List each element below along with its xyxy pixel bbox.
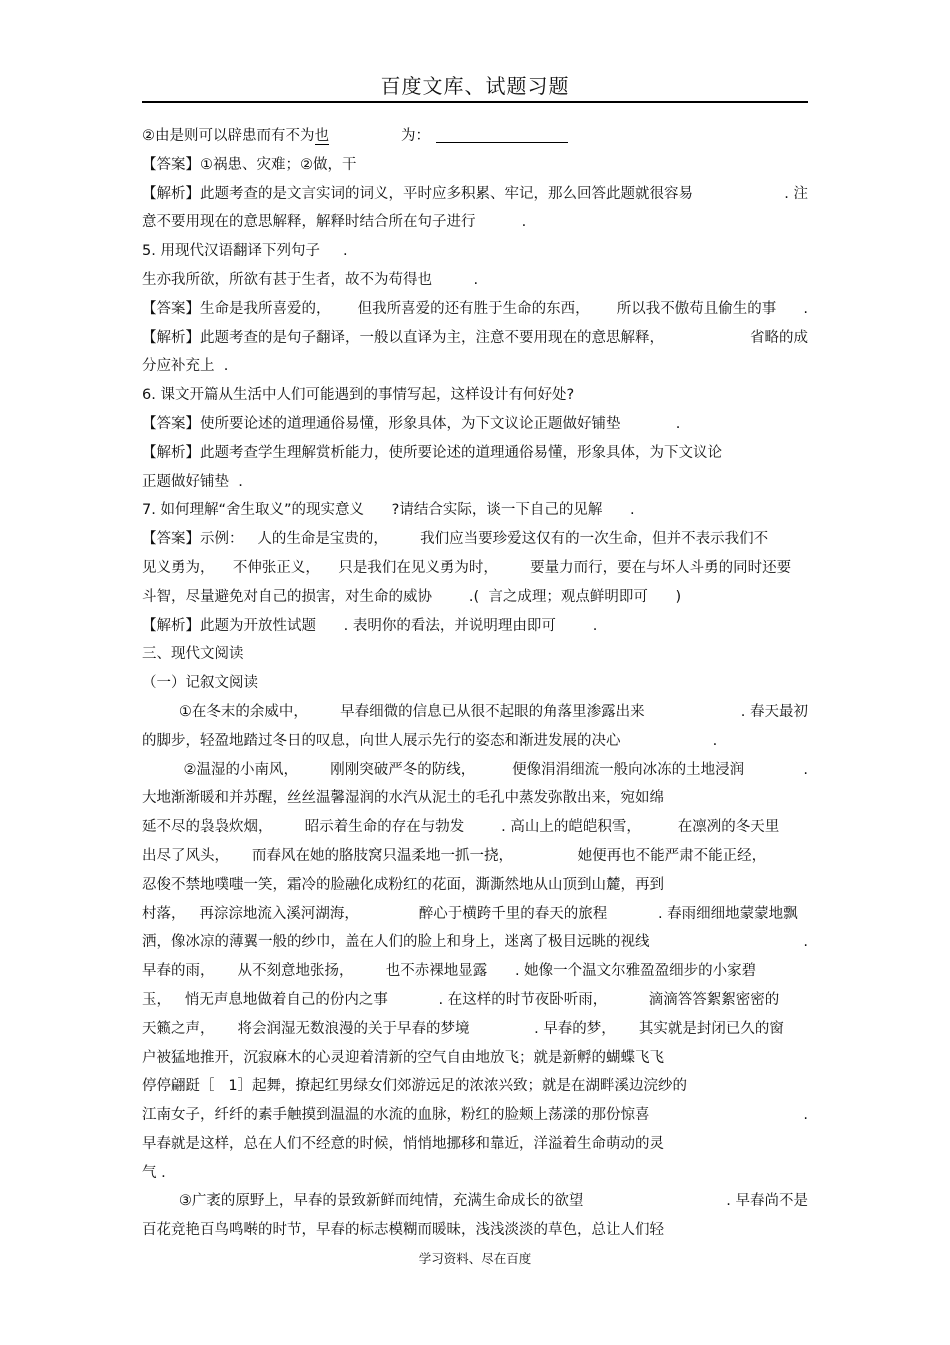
text-line-q5-answer	[142, 295, 808, 324]
text-segment: 5. 用现代汉语翻译下列句子 .	[142, 243, 348, 260]
text-segment: 三、现代文阅读	[142, 646, 244, 663]
text-line-q4-answer	[142, 151, 808, 180]
text-segment: 【答案】使所要论述的道理通俗易懂，形象具体，为下文议论正题做好铺垫 .	[142, 415, 681, 432]
page-footer: 学习资料、尽在百度	[418, 1251, 532, 1266]
text-segment: 斗智，尽量避免对自己的损害，对生命的威协 .( 言之成理；观点鲜明即可 )	[142, 588, 682, 605]
text-segment: 玉， 悄无声息地做着自己的份内之事 . 在这样的时节夜卧听雨， 滴滴答答絮絮密密的	[142, 991, 780, 1008]
text-line-p2-3	[142, 813, 808, 842]
text-segment: 意不要用现在的意思解释，解释时结合所在句子进行 .	[142, 214, 527, 231]
text-line-q5	[142, 237, 808, 266]
text-line-p2-9	[142, 986, 808, 1015]
text-line-q4-analysis-1	[142, 180, 808, 209]
text-line-p3-1	[142, 1187, 808, 1216]
text-segment: 气 .	[142, 1164, 166, 1181]
text-segment: 天籁之声， 将会润湿无数浪漫的关于早春的梦境 . 早春的梦， 其实就是封闭已久的窗	[142, 1020, 784, 1037]
text-segment: 6. 课文开篇从生活中人们可能遇到的事情写起，这样设计有何好处?	[142, 387, 575, 404]
text-line-p2-1	[142, 756, 808, 785]
text-segment: 出尽了风头， 而春风在她的胳肢窝只温柔地一抓一挠， 她便再也不能严肃不能正经，	[142, 847, 767, 864]
text-line-p2-12	[142, 1072, 808, 1101]
q4-line-2-text: ②由是则可以辟患而有不为	[142, 128, 315, 144]
text-segment: （一）记叙文阅读	[142, 675, 258, 692]
text-segment: 洒，像冰凉的薄翼一般的纱巾，盖在人们的脸上和身上，迷离了极目远眺的视线	[142, 934, 650, 951]
text-segment: 【答案】示例： 人的生命是宝贵的， 我们应当要珍爱这仅有的一次生命，但并不表示我们不	[142, 531, 769, 548]
text-line-p2-6	[142, 900, 808, 929]
text-segment: 户被猛地推开，沉寂麻木的心灵迎着清新的空气自由地放飞；就是新孵的蝴蝶飞飞	[142, 1049, 664, 1066]
text-segment: 早春就是这样，总在人们不经意的时候，悄悄地挪移和靠近，洋溢着生命萌动的灵	[142, 1135, 664, 1152]
text-segment: ①在冬末的余威中， 早春细微的信息已从很不起眼的角落里渗露出来	[142, 703, 645, 720]
text-segment: .	[803, 934, 808, 951]
text-line-p2-2	[142, 784, 808, 813]
text-line-q7-analysis	[142, 612, 808, 641]
text-line-q6	[142, 381, 808, 410]
text-segment: ②温湿的小南风， 刚刚突破严冬的防线， 便像涓涓细流一般向冰冻的土地浸润	[142, 761, 745, 778]
text-segment: . 春天最初	[740, 703, 808, 720]
text-segment: 【解析】此题考查的是文言实词的词义，平时应多积累、牢记，那么回答此题就很容易	[142, 185, 693, 202]
text-line-q5-analysis-1	[142, 324, 808, 353]
text-line-p2-14	[142, 1130, 808, 1159]
text-line-q7-answer-2	[142, 554, 808, 583]
text-segment: 生亦我所欲，所欲有甚于生者，故不为苟得也 .	[142, 271, 479, 288]
text-line-p2-5	[142, 871, 808, 900]
text-line-p3-2	[142, 1216, 808, 1245]
text-segment: . 早春尚不是	[726, 1193, 808, 1210]
text-line-p2-11	[142, 1044, 808, 1073]
text-line-p2-13	[142, 1101, 808, 1130]
q4-line-2	[142, 122, 808, 151]
text-line-q6-answer	[142, 410, 808, 439]
text-segment: ③广袤的原野上，早春的景致新鲜而纯情，充满生命成长的欲望	[142, 1193, 584, 1210]
text-segment: 【答案】生命是我所喜爱的，	[142, 300, 331, 317]
text-line-q6-analysis-1	[142, 439, 808, 468]
text-segment: 早春的雨， 从不刻意地张扬， 也不赤裸地显露 . 她像一个温文尔雅盈盈细步的小家碧	[142, 963, 757, 980]
text-line-q5-sentence	[142, 266, 808, 295]
text-segment: 江南女子，纤纤的素手触摸到温温的水流的血脉，粉红的脸颊上荡漾的那份惊喜	[142, 1107, 650, 1124]
q4-underlined-word: 也	[314, 128, 329, 144]
text-line-q5-analysis-2	[142, 352, 808, 381]
text-segment: .	[803, 761, 808, 778]
text-line-q7-answer-3	[142, 583, 808, 612]
text-line-q6-analysis-2	[142, 468, 808, 497]
text-line-subsection-1	[142, 669, 808, 698]
text-line-section-3	[142, 640, 808, 669]
text-line-q7	[142, 496, 808, 525]
answer-blank	[436, 125, 568, 143]
text-segment: 但我所喜爱的还有胜于生命的东西，	[357, 300, 590, 317]
text-segment: 百花竞艳百鸟鸣啭的时节，早春的标志模糊而暖昧，浅浅淡淡的草色，总让人们轻	[142, 1222, 664, 1239]
text-segment: 【解析】此题考查的是句子翻译，一般以直译为主，注意不要用现在的意思解释，	[142, 329, 664, 346]
text-line-p2-4	[142, 842, 808, 871]
text-segment: 村落， 再淙淙地流入溪河湖海， 醉心于横跨千里的春天的旅程 . 春雨细细地蒙蒙地飘	[142, 905, 798, 922]
text-line-q7-answer-1	[142, 525, 808, 554]
text-segment: 【解析】此题考查学生理解赏析能力，使所要论述的道理通俗易懂，形象具体，为下文议论	[142, 444, 722, 461]
text-segment: 的脚步，轻盈地踏过冬日的叹息，向世人展示先行的姿态和渐进发展的决心 .	[142, 732, 718, 749]
text-segment: 分应补充上 .	[142, 358, 229, 375]
document-body	[142, 122, 808, 1245]
text-line-p2-10	[142, 1015, 808, 1044]
text-line-p2-15	[142, 1159, 808, 1188]
text-segment: 忍俊不禁地噗嗤一笑，霜冷的脸融化成粉红的花面，澌澌然地从山顶到山麓，再到	[142, 876, 664, 893]
text-line-p1-1	[142, 698, 808, 727]
text-segment: 【解析】此题为开放性试题 . 表明你的看法，并说明理由即可 .	[142, 617, 598, 634]
text-line-q4-analysis-2	[142, 208, 808, 237]
text-segment: 大地渐渐暖和并苏醒，丝丝温馨湿润的水汽从泥土的毛孔中蒸发弥散出来，宛如绵	[142, 790, 664, 807]
text-segment: . 注	[784, 185, 808, 202]
page-header-title: 百度文库、试题习题	[380, 74, 570, 98]
text-segment: .	[803, 1107, 808, 1124]
text-segment: 延不尽的袅袅炊烟， 昭示着生命的存在与勃发 . 高山上的皑皑积雪， 在凛冽的冬天里	[142, 819, 780, 836]
q4-line-2-suffix: 为：	[401, 128, 430, 144]
text-segment: 所以我不傲苟且偷生的事	[616, 300, 777, 317]
text-line-p2-8	[142, 957, 808, 986]
header-divider	[142, 101, 808, 103]
text-segment: 省略的成	[750, 329, 808, 346]
text-segment: 见义勇为， 不伸张正义， 只是我们在见义勇为时， 要量力而行，要在与坏人斗勇的同时还要	[142, 559, 792, 576]
text-segment: 停停翩跹［ 1］起舞，撩起红男绿女们郊游远足的浓浓兴致；就是在湖畔溪边浣纱的	[142, 1078, 688, 1095]
text-segment: 7. 如何理解“舍生取义”的现实意义 ?请结合实际，谈一下自己的见解 .	[142, 502, 635, 519]
text-line-p2-7	[142, 928, 808, 957]
text-segment: .	[803, 300, 808, 317]
text-segment: 正题做好铺垫 .	[142, 473, 243, 490]
text-line-p1-2	[142, 727, 808, 756]
text-segment: 【答案】①祸患、灾难；②做，干	[142, 156, 357, 173]
